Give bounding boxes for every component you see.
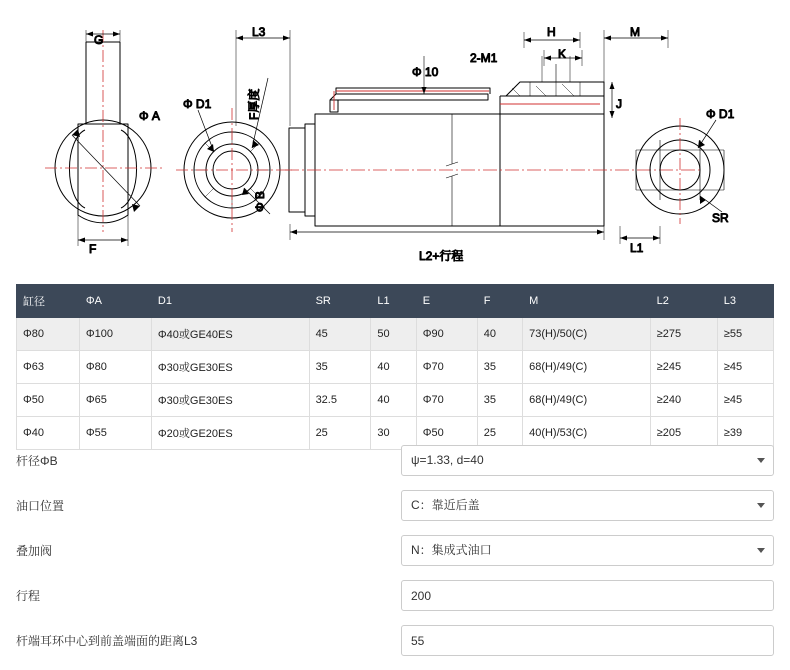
table-cell: Φ40或GE40ES — [151, 318, 309, 351]
table-cell: Φ30或GE30ES — [151, 384, 309, 417]
label-phi-10: Φ 10 — [412, 65, 439, 79]
table-cell: Φ63 — [17, 351, 80, 384]
label-sr: SR — [712, 211, 729, 225]
form-row-stack-valve — [16, 535, 774, 566]
control-stroke[interactable] — [401, 580, 774, 611]
input-stroke[interactable] — [401, 580, 774, 611]
table-cell: ≥275 — [650, 318, 717, 351]
select-port-position[interactable]: C：靠近后盖 — [401, 490, 774, 521]
table-cell: 68(H)/49(C) — [523, 351, 651, 384]
label-port-position: 油口位置 — [16, 499, 65, 513]
table-header-cell: 缸径 — [17, 285, 80, 318]
table-cell: Φ70 — [416, 351, 477, 384]
form-row-stroke — [16, 580, 774, 611]
label-phi-d1-right: Φ D1 — [706, 107, 735, 121]
table-cell: ≥245 — [650, 351, 717, 384]
control-stack-valve[interactable] — [401, 535, 774, 566]
label-phi-b: Φ B — [253, 191, 267, 212]
label-k: K — [558, 47, 567, 61]
table-header-cell: F — [477, 285, 522, 318]
label-rod-diameter: 杆径ΦB — [16, 454, 58, 468]
form-row-rod-diameter — [16, 445, 774, 476]
label-f-left: F — [89, 242, 97, 256]
configurator-form — [16, 445, 774, 670]
table-cell: Φ80 — [79, 351, 151, 384]
label-phi-d1-left: Φ D1 — [183, 97, 212, 111]
table-header-row — [17, 285, 774, 318]
table-cell: 40 — [477, 318, 522, 351]
table-header-cell: SR — [309, 285, 371, 318]
table-row[interactable] — [17, 384, 774, 417]
label-l3: L3 — [252, 25, 266, 39]
control-rod-diameter[interactable] — [401, 445, 774, 476]
select-stack-valve[interactable]: N：集成式油口 — [401, 535, 774, 566]
table-cell: 35 — [477, 351, 522, 384]
table-cell: ≥45 — [717, 384, 773, 417]
control-l3-distance[interactable] — [401, 625, 774, 656]
table-cell: ≥205 — [650, 417, 717, 450]
cylinder-body-section — [236, 30, 700, 240]
left-side-view — [45, 30, 165, 246]
select-rod-diameter[interactable]: ψ=1.33, d=40 — [401, 445, 774, 476]
label-l1: L1 — [630, 241, 644, 255]
label-m: M — [630, 25, 640, 39]
table-cell: Φ30或GE30ES — [151, 351, 309, 384]
table-cell: Φ70 — [416, 384, 477, 417]
table-cell: Φ40 — [17, 417, 80, 450]
table-cell: Φ50 — [17, 384, 80, 417]
table-cell: Φ50 — [416, 417, 477, 450]
table-cell: 68(H)/49(C) — [523, 384, 651, 417]
table-header-cell: ΦA — [79, 285, 151, 318]
input-l3-distance[interactable] — [401, 625, 774, 656]
table-cell: ≥39 — [717, 417, 773, 450]
table-cell: Φ55 — [79, 417, 151, 450]
label-stroke: 行程 — [16, 589, 41, 603]
form-row-port-position — [16, 490, 774, 521]
cylinder-drawing-svg — [0, 0, 790, 278]
table-cell: Φ100 — [79, 318, 151, 351]
table-header-cell: L3 — [717, 285, 773, 318]
table-row[interactable] — [17, 351, 774, 384]
technical-drawing — [0, 0, 790, 278]
table-cell: ≥240 — [650, 384, 717, 417]
table-cell: 45 — [309, 318, 371, 351]
right-rear-view — [620, 118, 724, 244]
table-header-cell: E — [416, 285, 477, 318]
label-f-thickness: F厚度 — [247, 88, 261, 120]
table-cell: Φ65 — [79, 384, 151, 417]
table-cell: Φ80 — [17, 318, 80, 351]
table-cell: 50 — [371, 318, 416, 351]
label-two-m1: 2-M1 — [470, 51, 498, 65]
label-j: J — [616, 97, 622, 111]
table-row[interactable] — [17, 318, 774, 351]
table-cell: 35 — [309, 351, 371, 384]
label-l2-stroke: L2+行程 — [419, 249, 464, 263]
label-g: G — [94, 33, 104, 47]
table-header-cell: L1 — [371, 285, 416, 318]
table-header-cell: D1 — [151, 285, 309, 318]
table-header-cell: L2 — [650, 285, 717, 318]
table-cell: 40(H)/53(C) — [523, 417, 651, 450]
control-port-position[interactable] — [401, 490, 774, 521]
table-cell: Φ20或GE20ES — [151, 417, 309, 450]
table-cell: 35 — [477, 384, 522, 417]
table-cell: 25 — [477, 417, 522, 450]
spec-table — [16, 284, 774, 450]
table-cell: Φ90 — [416, 318, 477, 351]
form-row-l3-distance — [16, 625, 774, 656]
table-cell: ≥55 — [717, 318, 773, 351]
table-cell: 25 — [309, 417, 371, 450]
label-l3-distance: 杆端耳环中心到前盖端面的距离L3 — [16, 634, 198, 648]
table-cell: 30 — [371, 417, 416, 450]
table-cell: 32.5 — [309, 384, 371, 417]
table-cell: ≥45 — [717, 351, 773, 384]
table-cell: 40 — [371, 384, 416, 417]
table-cell: 73(H)/50(C) — [523, 318, 651, 351]
label-stack-valve: 叠加阀 — [16, 544, 53, 558]
table-header-cell: M — [523, 285, 651, 318]
label-h: H — [547, 25, 556, 39]
label-phi-a: Φ A — [139, 109, 160, 123]
table-cell: 40 — [371, 351, 416, 384]
